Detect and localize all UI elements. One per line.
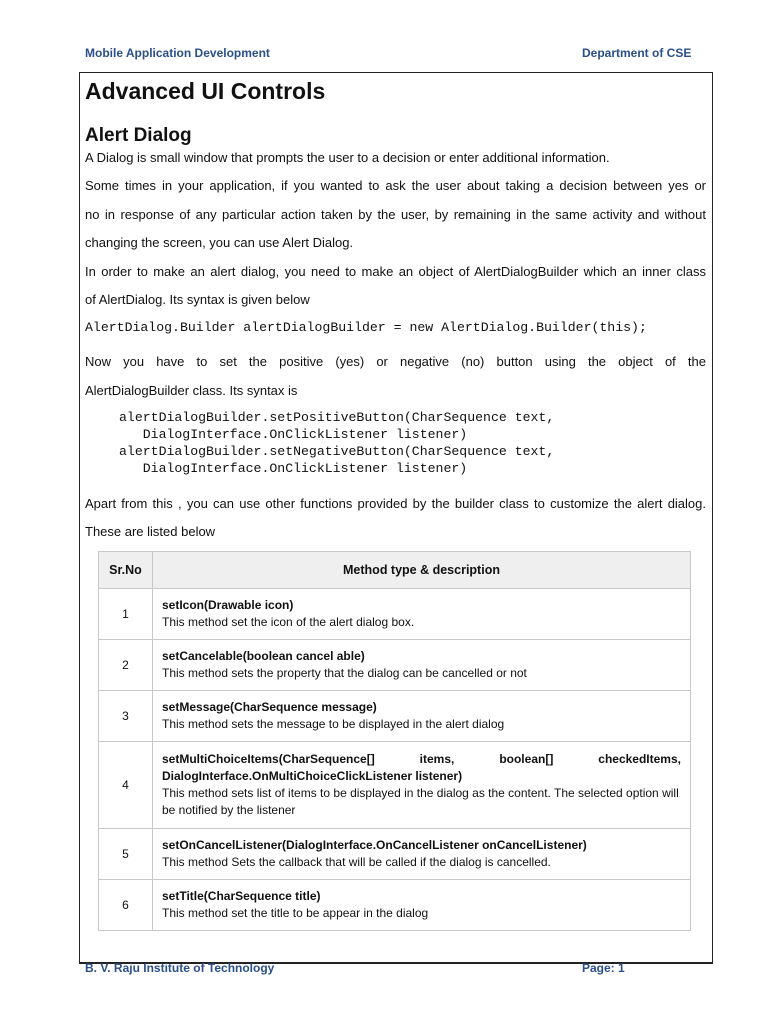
column-header-method: Method type & description <box>153 552 691 589</box>
method-description: This method sets the message to be displayed in the alert dialog <box>162 717 505 731</box>
method-description: This method sets the property that the dialog can be cancelled or not <box>162 666 527 680</box>
method-signature: setMessage(CharSequence message) <box>162 700 377 714</box>
method-signature: setTitle(CharSequence title) <box>162 889 321 903</box>
method-cell <box>153 829 691 880</box>
paragraph-line: In order to make an alert dialog, you need to make an object of AlertDialogBuilder which an inner class <box>85 264 706 279</box>
method-signature: setCancelable(boolean cancel able) <box>162 649 365 663</box>
row-number: 5 <box>99 829 153 880</box>
paragraph-line: changing the screen, you can use Alert Dialog. <box>85 235 354 250</box>
method-cell <box>153 691 691 742</box>
method-cell <box>153 589 691 640</box>
paragraph-line: of AlertDialog. Its syntax is given below <box>85 292 310 307</box>
method-description: This method sets list of items to be displayed in the dialog as the content. The selected option will be notified by the listener <box>162 786 679 817</box>
paragraph-line: Apart from this , you can use other functions provided by the builder class to customize the alert dialog. <box>85 496 706 511</box>
paragraph-line: Now you have to set the positive (yes) or negative (no) button using the object of the <box>85 354 706 369</box>
table-row <box>99 691 691 742</box>
method-cell <box>153 742 691 829</box>
page-title: Advanced UI Controls <box>85 78 326 104</box>
method-description: This method set the title to be appear in the dialog <box>162 906 429 920</box>
column-header-srno: Sr.No <box>99 552 153 589</box>
section-heading: Alert Dialog <box>85 125 192 146</box>
table-row <box>99 742 691 829</box>
paragraph-line: These are listed below <box>85 524 216 539</box>
code-line: DialogInterface.OnClickListener listener) <box>119 461 468 476</box>
method-signature: setMultiChoiceItems(CharSequence[] items, boolean[] checkedItems, <box>162 752 681 766</box>
paragraph-intro: A Dialog is small window that prompts the user to a decision or enter additional information. <box>85 150 610 165</box>
table-row <box>99 829 691 880</box>
method-signature: setOnCancelListener(DialogInterface.OnCancelListener onCancelListener) <box>162 838 587 852</box>
method-signature-continued: DialogInterface.OnMultiChoiceClickListener listener) <box>162 769 463 783</box>
table-row <box>99 589 691 640</box>
code-line: alertDialogBuilder.setNegativeButton(CharSequence text, <box>119 444 555 459</box>
paragraph-line: no in response of any particular action taken by the user, by remaining in the same activity and without <box>85 207 706 222</box>
table-row <box>99 880 691 931</box>
code-line: alertDialogBuilder.setPositiveButton(CharSequence text, <box>119 410 555 425</box>
footer-page-number: Page: 1 <box>582 961 625 975</box>
method-cell <box>153 880 691 931</box>
row-number: 1 <box>99 589 153 640</box>
method-description: This method Sets the callback that will be called if the dialog is cancelled. <box>162 855 551 869</box>
code-builder-syntax: AlertDialog.Builder alertDialogBuilder = new AlertDialog.Builder(this); <box>85 320 647 335</box>
table-row <box>99 640 691 691</box>
footer-institute: B. V. Raju Institute of Technology <box>85 961 275 975</box>
methods-table <box>98 551 691 931</box>
paragraph-line: AlertDialogBuilder class. Its syntax is <box>85 383 298 398</box>
method-description: This method set the icon of the alert dialog box. <box>162 615 415 629</box>
header-department: Department of CSE <box>582 46 692 60</box>
method-cell <box>153 640 691 691</box>
table-header-row <box>99 552 691 589</box>
header-course-title: Mobile Application Development <box>85 46 270 60</box>
paragraph-line: Some times in your application, if you wanted to ask the user about taking a decision between yes or <box>85 178 706 193</box>
code-line: DialogInterface.OnClickListener listener) <box>119 427 468 442</box>
row-number: 6 <box>99 880 153 931</box>
row-number: 2 <box>99 640 153 691</box>
row-number: 4 <box>99 742 153 829</box>
method-signature: setIcon(Drawable icon) <box>162 598 294 612</box>
row-number: 3 <box>99 691 153 742</box>
